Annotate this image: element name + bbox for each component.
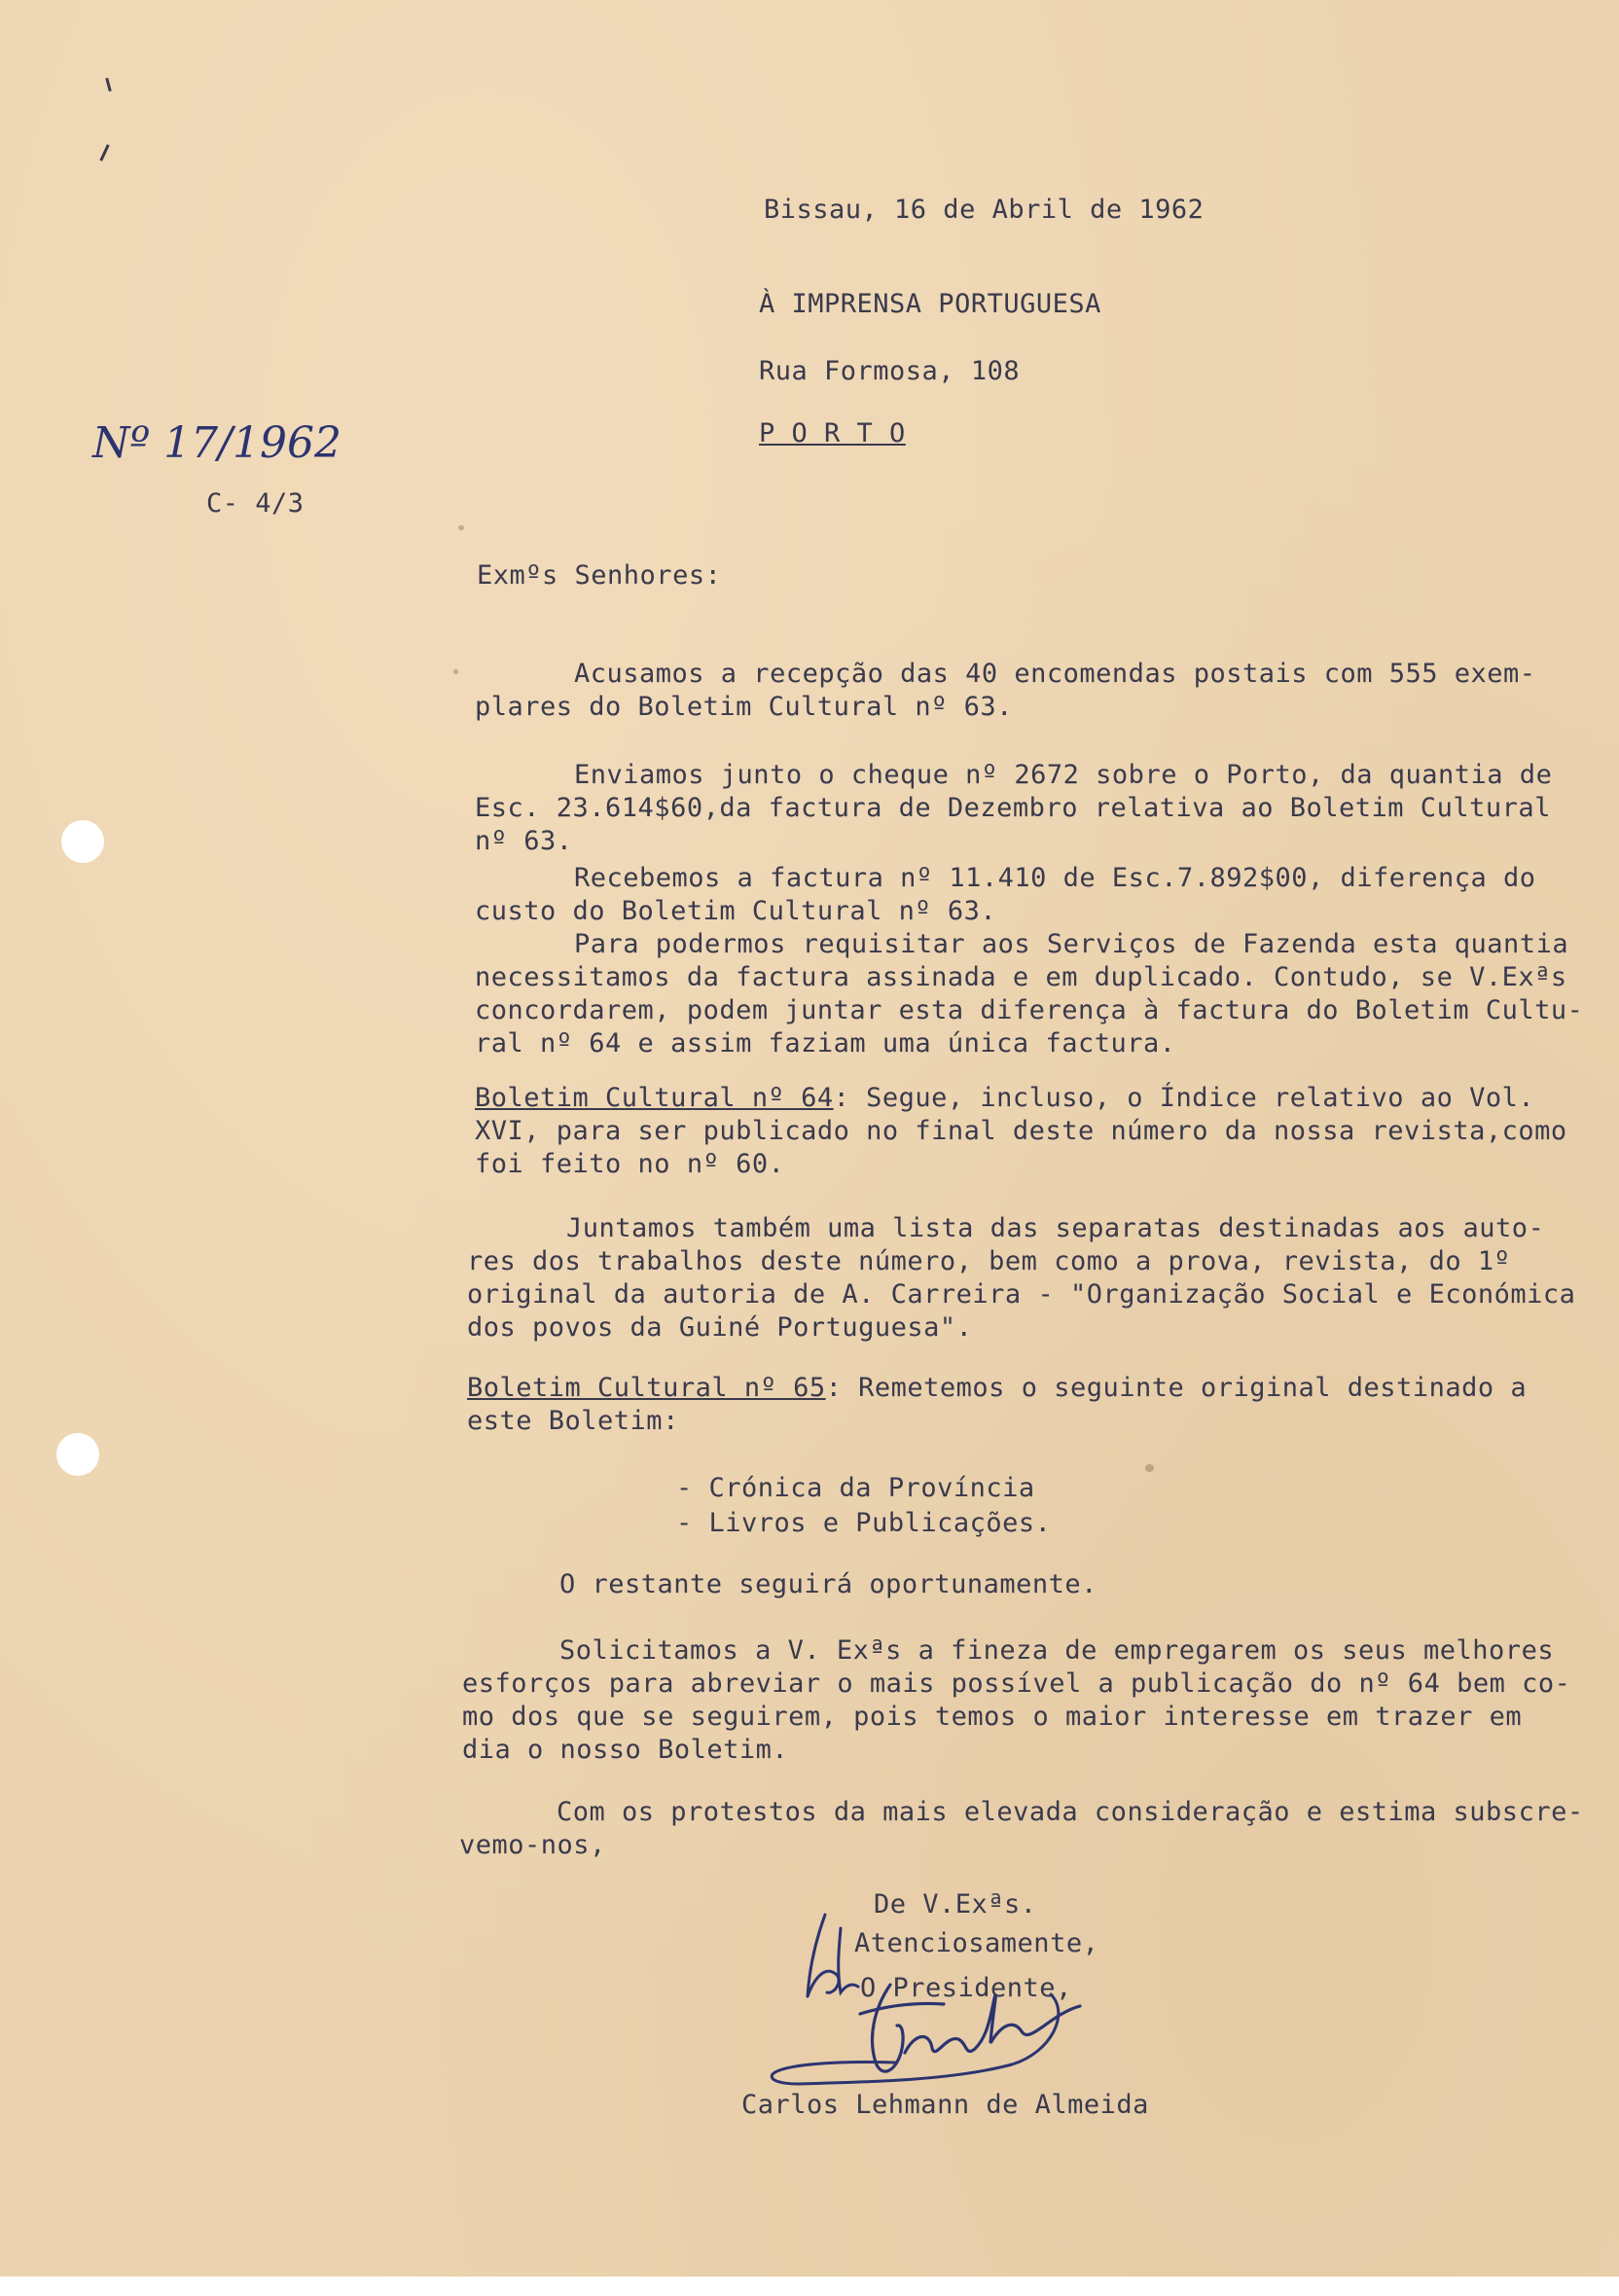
text-line: vemo-nos, — [459, 1830, 606, 1860]
paragraph-remaining — [559, 1568, 1097, 1601]
text-fragment: : Remetemos o seguinte original destinado a — [825, 1373, 1528, 1403]
date-line: Bissau, 16 de Abril de 1962 — [764, 195, 1205, 225]
text-line: XVI, para ser publicado no final deste número da nossa revista,como — [475, 1116, 1567, 1146]
text-line: Solicitamos a V. Exªs a fineza de empregarem os seus melhores — [559, 1635, 1555, 1666]
text-line: Esc. 23.614$60,da factura de Dezembro relativa ao Boletim Cultural — [475, 793, 1551, 823]
text-line: res dos trabalhos deste número, bem como a prova, revista, do 1º — [467, 1246, 1511, 1276]
text-line: Com os protestos da mais elevada consideração e estima subscre- — [557, 1797, 1584, 1827]
text-line: necessitamos da factura assinada e em duplicado. Contudo, se V.Exªs — [475, 962, 1567, 992]
paragraph-request — [462, 1634, 1570, 1767]
text-line: ral nº 64 e assim faziam uma única factura. — [475, 1028, 1176, 1058]
text-line: Recebemos a factura nº 11.410 de Esc.7.892$00, diferença do — [574, 863, 1536, 893]
text-line: dia o nosso Boletim. — [462, 1735, 789, 1765]
text-line: custo do Boletim Cultural nº 63. — [475, 896, 997, 926]
ink-mark — [99, 144, 109, 161]
text-fragment: : Segue, incluso, o Índice relativo ao Vol. — [833, 1083, 1535, 1113]
text-line: dos povos da Guiné Portuguesa". — [467, 1312, 973, 1343]
paragraph-reception — [475, 658, 1536, 724]
original-list — [676, 1471, 1051, 1541]
text-line: mo dos que se seguirem, pois temos o maior interesse em trazer em — [462, 1702, 1523, 1732]
text-line: esforços para abreviar o mais possível a publicação do nº 64 bem co- — [462, 1668, 1571, 1699]
reference-code: C- 4/3 — [206, 488, 305, 519]
paragraph-boletim-65 — [467, 1372, 1527, 1438]
paragraph-boletim-64 — [475, 1082, 1567, 1181]
recipient-name: À IMPRENSA PORTUGUESA — [759, 289, 1101, 319]
text-line: Enviamos junto o cheque nº 2672 sobre o Porto, da quantia de — [574, 760, 1553, 790]
list-item: - Livros e Publicações. — [676, 1508, 1052, 1538]
text-line: concordarem, podem juntar esta diferença à factura do Boletim Cultu- — [475, 995, 1584, 1025]
closing-line-2: Atenciosamente, — [854, 1928, 1099, 1958]
text-line: nº 63. — [475, 826, 573, 856]
text-line — [467, 1372, 1527, 1405]
paragraph-cheque — [475, 759, 1552, 858]
punch-hole-top — [61, 820, 104, 863]
text-line: Juntamos também uma lista das separatas destinadas aos auto- — [566, 1213, 1545, 1243]
handwritten-signature — [759, 1955, 1090, 2111]
text-line — [475, 1082, 1567, 1115]
text-line: original da autoria de A. Carreira - "Organização Social e Económica — [467, 1279, 1576, 1309]
section-heading-65: Boletim Cultural nº 65 — [467, 1373, 826, 1403]
text-line: plares do Boletim Cultural nº 63. — [475, 692, 1013, 722]
text-line: Acusamos a recepção das 40 encomendas postais com 555 exem- — [574, 659, 1536, 689]
text-line: este Boletim: — [467, 1406, 679, 1436]
section-heading-64: Boletim Cultural nº 64 — [475, 1083, 834, 1113]
paper-spot — [1145, 1464, 1154, 1472]
paragraph-separatas — [467, 1212, 1575, 1345]
paragraph-closing — [459, 1796, 1584, 1862]
text-line: Para podermos requisitar aos Serviços de Fazenda esta quantia — [574, 929, 1569, 959]
recipient-address: Rua Formosa, 108 — [759, 356, 1021, 386]
signatory-name: Carlos Lehmann de Almeida — [741, 2090, 1149, 2120]
closing-line-3: O Presidente, — [860, 1973, 1072, 2003]
recipient-city: P O R T O — [759, 418, 906, 448]
list-item: - Crónica da Província — [676, 1473, 1035, 1503]
paper-spot — [453, 669, 458, 674]
paper-spot — [458, 525, 464, 530]
closing-line-1: De V.Exªs. — [874, 1889, 1037, 1919]
salutation: Exmºs Senhores: — [477, 560, 722, 591]
reference-number: Nº 17/1962 — [92, 418, 342, 468]
paragraph-requisition — [475, 928, 1583, 1060]
punch-hole-bottom — [56, 1433, 99, 1476]
text-line: foi feito no nº 60. — [475, 1149, 785, 1179]
paragraph-invoice — [475, 862, 1536, 928]
ink-mark — [105, 78, 112, 91]
text-line: O restante seguirá oportunamente. — [559, 1569, 1097, 1599]
